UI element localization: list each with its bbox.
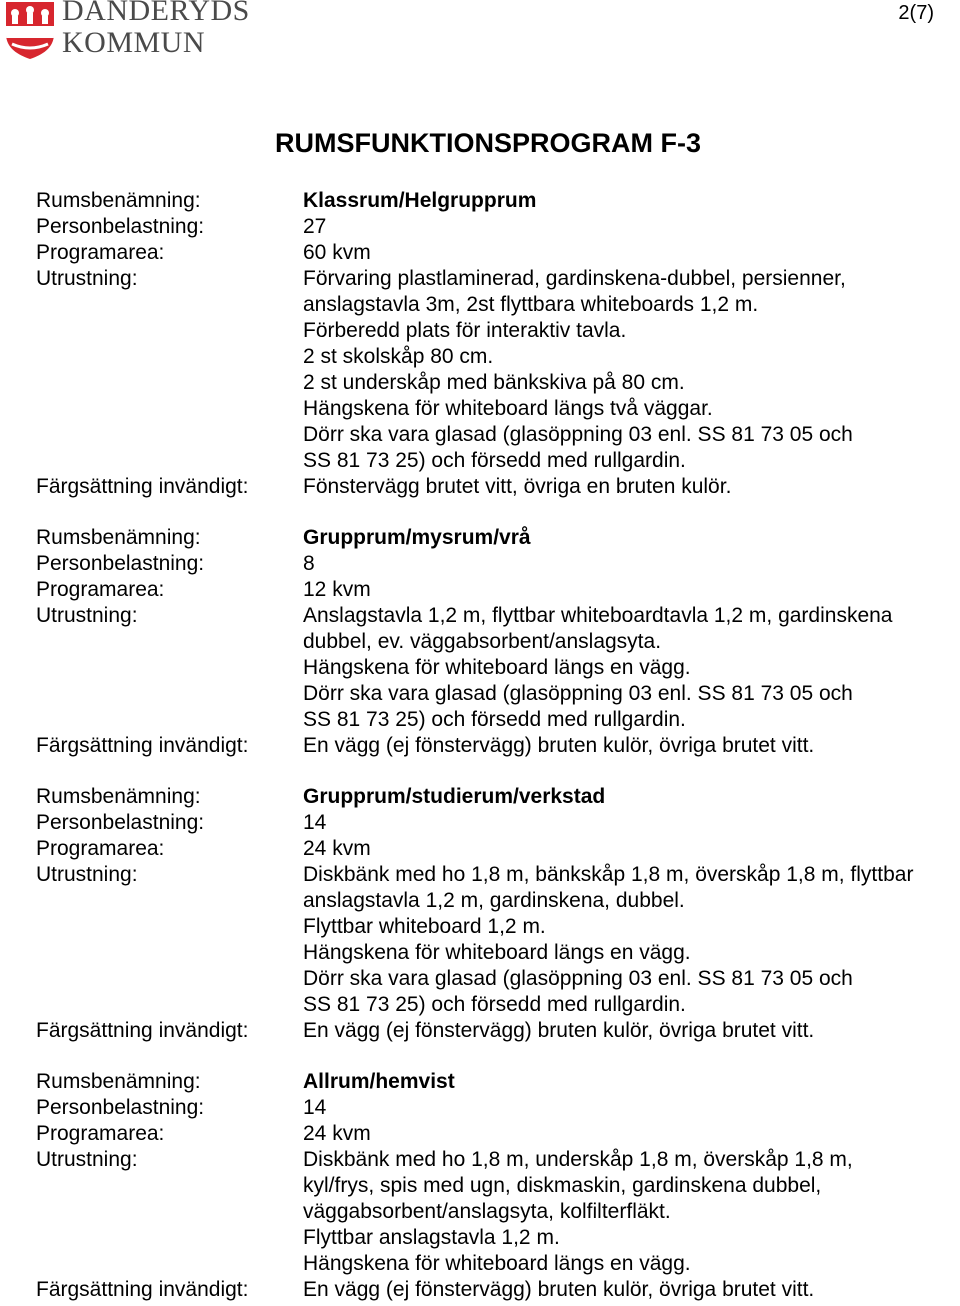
equipment-line: Dörr ska vara glasad (glasöppning 03 enl. SS 81 73 05 och	[303, 423, 853, 446]
interior-colors-value: En vägg (ej fönstervägg) bruten kulör, övriga brutet vitt.	[303, 1278, 815, 1301]
interior-colors-label: Färgsättning invändigt:	[36, 1019, 249, 1042]
area-label: Programarea:	[36, 1122, 165, 1145]
room-name: Allrum/hemvist	[303, 1070, 455, 1093]
equipment-line: anslagstavla 1,2 m, gardinskena, dubbel.	[303, 889, 685, 912]
area-value: 60 kvm	[303, 241, 371, 264]
municipal-shield-icon	[4, 0, 56, 60]
equipment-line: kyl/frys, spis med ugn, diskmaskin, gardinskena dubbel,	[303, 1174, 822, 1197]
equipment-line: Diskbänk med ho 1,8 m, bänkskåp 1,8 m, överskåp 1,8 m, flyttbar	[303, 863, 914, 886]
occupancy-value: 27	[303, 215, 327, 238]
area-value: 24 kvm	[303, 1122, 371, 1145]
room-name-row	[36, 1069, 960, 1095]
equipment-line: SS 81 73 25) och försedd med rullgardin.	[303, 449, 686, 472]
room-block-klassrum	[36, 188, 960, 500]
equipment-list	[303, 266, 960, 474]
equipment-line: anslagstavla 3m, 2st flyttbara whiteboards 1,2 m.	[303, 293, 759, 316]
area-row	[36, 836, 960, 862]
equipment-label: Utrustning:	[36, 1148, 138, 1171]
equipment-label: Utrustning:	[36, 863, 138, 886]
equipment-line: Diskbänk med ho 1,8 m, underskåp 1,8 m, överskåp 1,8 m,	[303, 1148, 853, 1171]
equipment-line: Hängskena för whiteboard längs en vägg.	[303, 941, 691, 964]
room-block-grupprum-mysrum	[36, 525, 960, 759]
occupancy-row	[36, 810, 960, 836]
room-name-row	[36, 188, 960, 214]
equipment-line: 2 st underskåp med bänkskiva på 80 cm.	[303, 371, 685, 394]
room-block-allrum	[36, 1069, 960, 1303]
equipment-line: Hängskena för whiteboard längs en vägg.	[303, 1252, 691, 1275]
area-label: Programarea:	[36, 837, 165, 860]
room-name: Grupprum/mysrum/vrå	[303, 526, 531, 549]
occupancy-row	[36, 551, 960, 577]
equipment-line: SS 81 73 25) och försedd med rullgardin.	[303, 708, 686, 731]
area-value: 24 kvm	[303, 837, 371, 860]
equipment-line: 2 st skolskåp 80 cm.	[303, 345, 494, 368]
logo-text-line2: KOMMUN	[62, 26, 206, 59]
equipment-list	[303, 603, 960, 733]
area-row	[36, 1121, 960, 1147]
equipment-line: SS 81 73 25) och försedd med rullgardin.	[303, 993, 686, 1016]
room-name-row	[36, 525, 960, 551]
occupancy-label: Personbelastning:	[36, 215, 205, 238]
room-name-label: Rumsbenämning:	[36, 189, 201, 212]
interior-colors-value: Fönstervägg brutet vitt, övriga en bruten kulör.	[303, 475, 732, 498]
equipment-line: Förvaring plastlaminerad, gardinskena-dubbel, persienner,	[303, 267, 846, 290]
equipment-line: Hängskena för whiteboard längs en vägg.	[303, 656, 691, 679]
equipment-line: väggabsorbent/anslagsyta, kolfilterfläkt.	[303, 1200, 671, 1223]
room-name: Klassrum/Helgrupprum	[303, 189, 537, 212]
equipment-label: Utrustning:	[36, 604, 138, 627]
logo-text-line1: DANDERYDS	[62, 0, 250, 27]
room-name-label: Rumsbenämning:	[36, 1070, 201, 1093]
page-header	[0, 0, 960, 70]
equipment-line: Dörr ska vara glasad (glasöppning 03 enl. SS 81 73 05 och	[303, 682, 853, 705]
occupancy-label: Personbelastning:	[36, 552, 205, 575]
room-name: Grupprum/studierum/verkstad	[303, 785, 606, 808]
occupancy-row	[36, 1095, 960, 1121]
equipment-line: Flyttbar anslagstavla 1,2 m.	[303, 1226, 560, 1249]
occupancy-label: Personbelastning:	[36, 1096, 205, 1119]
danderyds-kommun-logo	[4, 0, 264, 62]
area-value: 12 kvm	[303, 578, 371, 601]
room-list	[36, 188, 960, 1303]
equipment-list	[303, 1147, 960, 1277]
interior-colors-value: En vägg (ej fönstervägg) bruten kulör, övriga brutet vitt.	[303, 1019, 815, 1042]
equipment-label: Utrustning:	[36, 267, 138, 290]
interior-colors-label: Färgsättning invändigt:	[36, 475, 249, 498]
interior-colors-row	[36, 1277, 960, 1303]
room-block-grupprum-studierum	[36, 784, 960, 1044]
interior-colors-label: Färgsättning invändigt:	[36, 734, 249, 757]
area-row	[36, 240, 960, 266]
equipment-line: Hängskena för whiteboard längs två väggar.	[303, 397, 713, 420]
equipment-list	[303, 862, 960, 1018]
occupancy-value: 14	[303, 811, 327, 834]
equipment-row	[36, 266, 960, 474]
occupancy-row	[36, 214, 960, 240]
room-name-label: Rumsbenämning:	[36, 526, 201, 549]
area-row	[36, 577, 960, 603]
equipment-row	[36, 862, 960, 1018]
interior-colors-row	[36, 733, 960, 759]
interior-colors-value: En vägg (ej fönstervägg) bruten kulör, övriga brutet vitt.	[303, 734, 815, 757]
equipment-line: Dörr ska vara glasad (glasöppning 03 enl. SS 81 73 05 och	[303, 967, 853, 990]
occupancy-label: Personbelastning:	[36, 811, 205, 834]
interior-colors-row	[36, 474, 960, 500]
equipment-row	[36, 1147, 960, 1277]
equipment-line: dubbel, ev. väggabsorbent/anslagsyta.	[303, 630, 662, 653]
interior-colors-label: Färgsättning invändigt:	[36, 1278, 249, 1301]
document-title: RUMSFUNKTIONSPROGRAM F-3	[275, 128, 701, 158]
interior-colors-row	[36, 1018, 960, 1044]
room-name-row	[36, 784, 960, 810]
equipment-line: Anslagstavla 1,2 m, flyttbar whiteboardtavla 1,2 m, gardinskena	[303, 604, 893, 627]
occupancy-value: 14	[303, 1096, 327, 1119]
equipment-line: Flyttbar whiteboard 1,2 m.	[303, 915, 546, 938]
area-label: Programarea:	[36, 241, 165, 264]
room-name-label: Rumsbenämning:	[36, 785, 201, 808]
area-label: Programarea:	[36, 578, 165, 601]
equipment-line: Förberedd plats för interaktiv tavla.	[303, 319, 627, 342]
occupancy-value: 8	[303, 552, 315, 575]
equipment-row	[36, 603, 960, 733]
page-number: 2(7)	[898, 2, 934, 24]
